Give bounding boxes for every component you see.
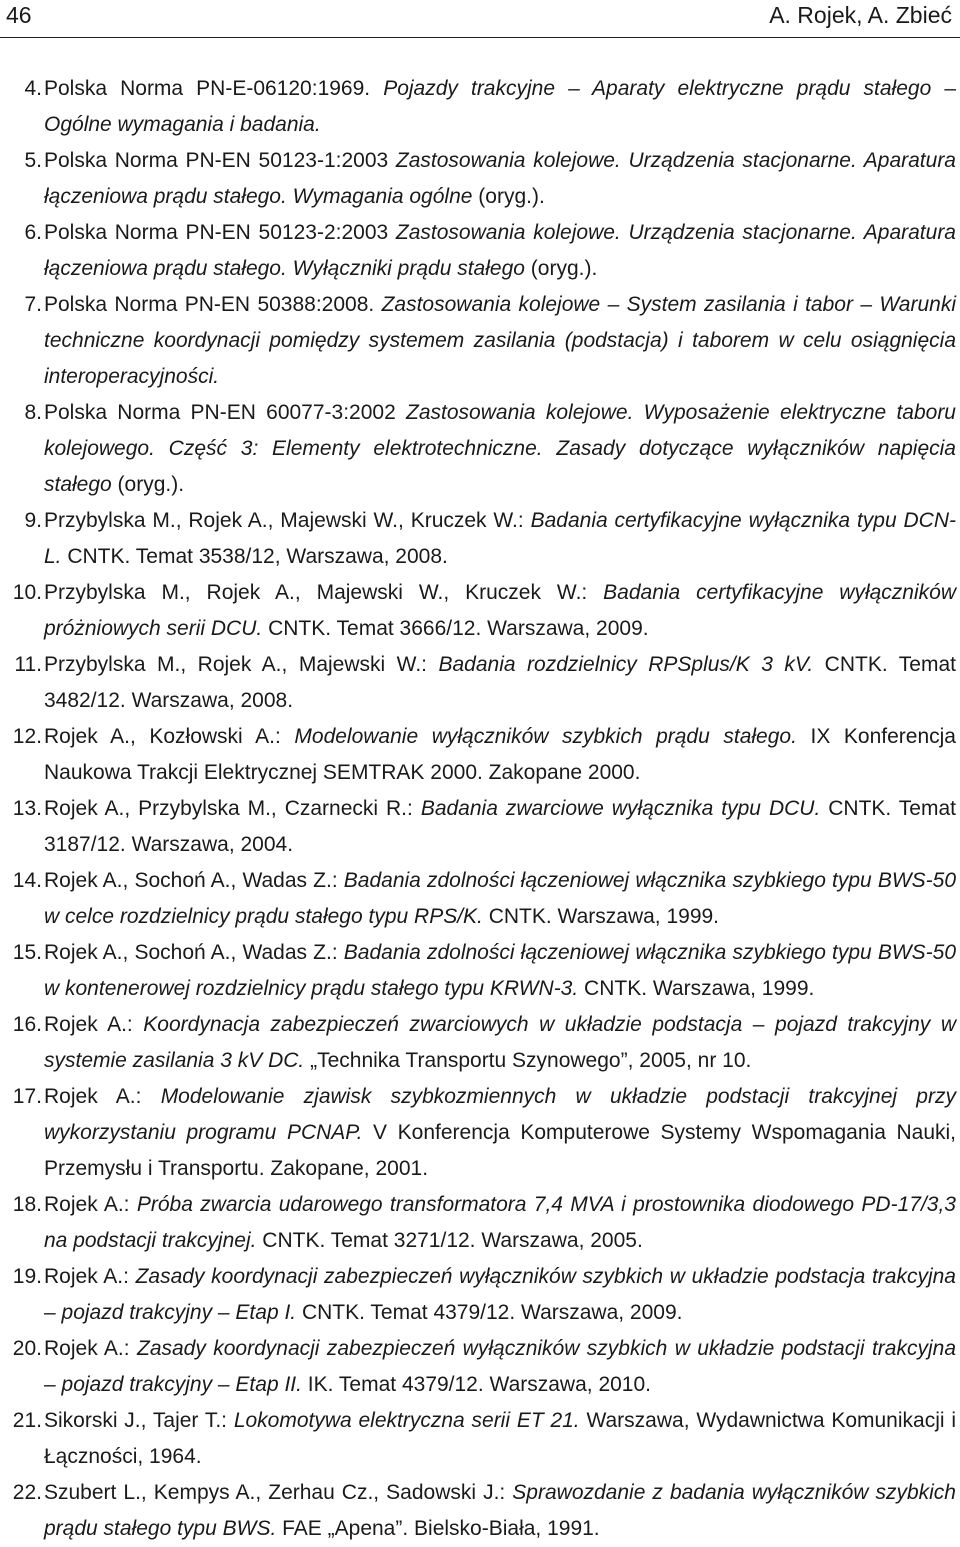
reference-authors: Sikorski J., Tajer T.: [44, 1409, 234, 1432]
reference-item [0, 1331, 960, 1403]
reference-title: Modelowanie zjawisk szybkozmiennych w układzie podstacji trakcyjnej przy wykorzystaniu programu PCNAP. [44, 1085, 956, 1144]
running-header [0, 0, 960, 38]
reference-number: 18. [12, 1193, 42, 1216]
reference-number: 4. [24, 77, 42, 100]
reference-authors: Polska Norma PN-EN 50388:2008. [44, 293, 382, 316]
reference-number: 16. [12, 1013, 42, 1036]
reference-source: IK. Temat 4379/12. Warszawa, 2010. [301, 1373, 651, 1396]
reference-source: (oryg.). [524, 257, 598, 280]
reference-item [0, 863, 960, 935]
reference-item [0, 71, 960, 143]
reference-authors: Rojek A.: [44, 1013, 144, 1036]
reference-number: 5. [24, 149, 42, 172]
reference-authors: Przybylska M., Rojek A., Majewski W., Kruczek W.: [44, 581, 604, 604]
reference-source: CNTK. Temat 3666/12. Warszawa, 2009. [262, 617, 649, 640]
reference-authors: Przybylska M., Rojek A., Majewski W., Kruczek W.: [44, 509, 531, 532]
running-head-authors: A. Rojek, A. Zbieć [769, 2, 952, 28]
reference-title: Modelowanie wyłączników szybkich prądu stałego. [294, 725, 797, 748]
reference-authors: Rojek A.: [44, 1085, 161, 1108]
reference-source: CNTK. Temat 3538/12, Warszawa, 2008. [61, 545, 448, 568]
reference-item [0, 575, 960, 647]
reference-source: CNTK. Warszawa, 1999. [482, 905, 720, 928]
reference-title: Zasady koordynacji zabezpieczeń wyłączników szybkich w układzie podstacji trakcyjna – pojazd trakcyjny – Etap II. [44, 1337, 956, 1396]
reference-title: Zastosowania kolejowe. Urządzenia stacjonarne. Aparatura łączeniowa prądu stałego. Wymagania ogólne [44, 149, 956, 208]
reference-list [0, 71, 960, 1547]
reference-source: IX Konferencja Naukowa Trakcji Elektrycznej SEMTRAK 2000. Zakopane 2000. [44, 725, 956, 784]
reference-item [0, 719, 960, 791]
reference-number: 7. [24, 293, 42, 316]
reference-source: (oryg.). [472, 185, 545, 208]
reference-item [0, 1007, 960, 1079]
reference-number: 9. [24, 509, 42, 532]
reference-number: 6. [24, 221, 42, 244]
reference-number: 15. [12, 941, 42, 964]
reference-number: 11. [14, 653, 42, 676]
reference-authors: Rojek A.: [44, 1193, 137, 1216]
reference-authors: Rojek A.: [44, 1337, 137, 1360]
reference-item [0, 1187, 960, 1259]
reference-title: Zastosowania kolejowe – System zasilania i tabor – Warunki techniczne koordynacji pomiędzy systemem zasilania (podstacja) i taborem w celu osiągnięcia interoperacyjności. [44, 293, 956, 388]
reference-item [0, 143, 960, 215]
reference-title: Zasady koordynacji zabezpieczeń wyłączników szybkich w układzie podstacja trakcyjna – pojazd trakcyjny – Etap I. [44, 1265, 956, 1324]
reference-authors: Polska Norma PN-EN 60077-3:2002 [44, 401, 407, 424]
reference-title: Badania zdolności łączeniowej włącznika szybkiego typu BWS-50 w kontenerowej rozdzielnicy prądu stałego typu KRWN-3. [44, 941, 956, 1000]
reference-title: Badania certyfikacyjne wyłącznika typu DCN-L. [44, 509, 956, 568]
reference-source: FAE „Apena”. Bielsko-Biała, 1991. [276, 1517, 600, 1540]
reference-item [0, 647, 960, 719]
reference-title: Badania zwarciowe wyłącznika typu DCU. [420, 797, 821, 820]
page-number: 46 [6, 2, 32, 28]
reference-item [0, 287, 960, 395]
reference-title: Zastosowania kolejowe. Wyposażenie elektryczne taboru kolejowego. Część 3: Elementy elektrotechniczne. Zasady dotyczące wyłączników napięcia stałego [44, 401, 956, 496]
reference-number: 12. [12, 725, 42, 748]
reference-authors: Polska Norma PN-E-06120:1969. [44, 77, 384, 100]
reference-item [0, 791, 960, 863]
reference-item [0, 1259, 960, 1331]
reference-source: CNTK. Temat 3271/12. Warszawa, 2005. [256, 1229, 643, 1252]
reference-authors: Rojek A.: [44, 1265, 136, 1288]
reference-source: Warszawa, Wydawnictwa Komunikacji i Łączności, 1964. [44, 1409, 956, 1468]
reference-authors: Polska Norma PN-EN 50123-1:2003 [44, 149, 396, 172]
reference-title: Lokomotywa elektryczna serii ET 21. [233, 1409, 580, 1432]
reference-title: Koordynacja zabezpieczeń zwarciowych w układzie podstacja – pojazd trakcyjny w systemie zasilania 3 kV DC. [44, 1013, 956, 1072]
reference-source: „Technika Transportu Szynowego”, 2005, nr 10. [304, 1049, 752, 1072]
reference-number: 22. [12, 1481, 42, 1504]
reference-source: CNTK. Temat 3482/12. Warszawa, 2008. [44, 653, 956, 712]
reference-title: Próba zwarcia udarowego transformatora 7,4 MVA i prostownika diodowego PD-17/3,3 na podstacji trakcyjnej. [44, 1193, 956, 1252]
reference-title: Zastosowania kolejowe. Urządzenia stacjonarne. Aparatura łączeniowa prądu stałego. Wyłączniki prądu stałego [44, 221, 956, 280]
reference-authors: Szubert L., Kempys A., Zerhau Cz., Sadowski J.: [44, 1481, 513, 1504]
reference-source: CNTK. Temat 4379/12. Warszawa, 2009. [296, 1301, 683, 1324]
reference-authors: Rojek A., Kozłowski A.: [44, 725, 295, 748]
reference-item [0, 503, 960, 575]
reference-number: 21. [12, 1409, 42, 1432]
reference-item [0, 395, 960, 503]
reference-source: V Konferencja Komputerowe Systemy Wspomagania Nauki, Przemysłu i Transportu. Zakopane, 2001. [44, 1121, 956, 1180]
reference-source: (oryg.). [111, 473, 185, 496]
reference-title: Badania zdolności łączeniowej włącznika szybkiego typu BWS-50 w celce rozdzielnicy prądu stałego typu RPS/K. [44, 869, 956, 928]
reference-number: 17. [12, 1085, 42, 1108]
reference-number: 14. [12, 869, 42, 892]
reference-item [0, 1475, 960, 1547]
reference-title: Pojazdy trakcyjne – Aparaty elektryczne prądu stałego – Ogólne wymagania i badania. [44, 77, 957, 136]
reference-number: 20. [12, 1337, 42, 1360]
header-rule [0, 37, 960, 38]
reference-authors: Rojek A., Przybylska M., Czarnecki R.: [44, 797, 421, 820]
reference-item [0, 1403, 960, 1475]
reference-item [0, 215, 960, 287]
reference-number: 8. [24, 401, 42, 424]
reference-authors: Przybylska M., Rojek A., Majewski W.: [44, 653, 439, 676]
reference-source: CNTK. Warszawa, 1999. [578, 977, 815, 1000]
reference-number: 10. [12, 581, 42, 604]
reference-item [0, 935, 960, 1007]
reference-authors: Polska Norma PN-EN 50123-2:2003 [44, 221, 396, 244]
reference-source: CNTK. Temat 3187/12. Warszawa, 2004. [44, 797, 956, 856]
reference-title: Badania certyfikacyjne wyłączników próżniowych serii DCU. [44, 581, 957, 640]
reference-title: Badania rozdzielnicy RPSplus/K 3 kV. [438, 653, 814, 676]
reference-item [0, 1079, 960, 1187]
reference-title: Sprawozdanie z badania wyłączników szybkich prądu stałego typu BWS. [44, 1481, 956, 1540]
reference-number: 19. [12, 1265, 42, 1288]
reference-number: 13. [12, 797, 42, 820]
reference-authors: Rojek A., Sochoń A., Wadas Z.: [44, 941, 344, 964]
reference-authors: Rojek A., Sochoń A., Wadas Z.: [44, 869, 344, 892]
